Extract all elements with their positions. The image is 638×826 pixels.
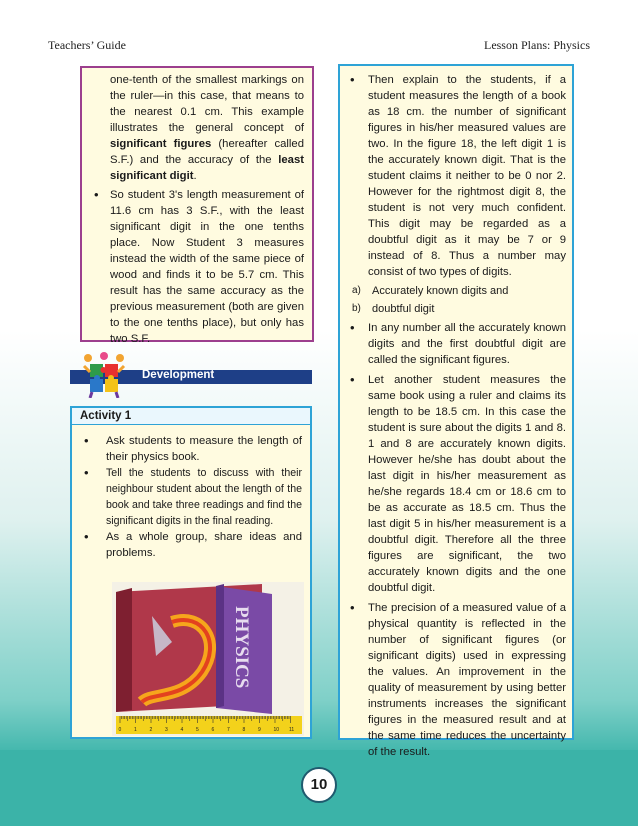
ruler-number: 9 bbox=[258, 727, 261, 733]
explanation-bullet: • The precision of a measured value of a physical quantity is reflected in the number of significant figures (or significant digits) used in expressing the values. An improvement in the quality of measurement by using better instruments increases the significant figures in the measured result and at the same time reduces the uncertainty of the result. bbox=[346, 600, 566, 760]
ruler-number: 10 bbox=[273, 727, 280, 733]
ruler-number: 1 bbox=[134, 727, 137, 733]
continued-paragraph bbox=[90, 72, 304, 184]
ruler-number: 11 bbox=[289, 727, 295, 733]
development-heading: Development bbox=[142, 369, 215, 381]
ruler-number: 4 bbox=[180, 727, 184, 733]
activity-title: Activity 1 bbox=[70, 406, 312, 426]
header-right: Lesson Plans: Physics bbox=[483, 38, 590, 52]
header-left: Teachers’ Guide bbox=[48, 38, 126, 52]
explanation-bullet: • Let another student measures the same book using a ruler and claims its length to be 18.5 cm. In this case the student is sure about the digits 1 and 8. 1 and 8 are accurately known digits. However he/she has doubt about the last digit in his/her measurement as he/she regards 18.4 cm or 18.6 cm to be as accurate as 18.5 cm. Thus the last digit 5 in his/her measurement is a doubtful digit. Therefore all the three figures are significant, the two accurately known digits and the one doubtful digit. bbox=[346, 372, 566, 596]
puzzle-people-icon bbox=[80, 352, 128, 398]
explanation-box bbox=[338, 64, 574, 758]
activity-item: • Tell the students to discuss with their neighbour student about the length of the book and take three readings and find the significant digits in the final reading. bbox=[80, 465, 302, 529]
sub-item-a bbox=[346, 283, 566, 299]
ruler-number: 0 bbox=[118, 727, 122, 733]
sub-letter: b) bbox=[352, 303, 361, 314]
sub-text: doubtful digit bbox=[372, 303, 435, 315]
text-run: . bbox=[193, 170, 197, 182]
continued-text-box bbox=[80, 66, 314, 345]
ruler-number: 8 bbox=[242, 727, 246, 733]
ruler-number: 5 bbox=[196, 727, 199, 733]
text-run: (hereafter called S.F.) and the accuracy of the bbox=[110, 138, 304, 166]
sub-text: Accurately known digits and bbox=[372, 285, 509, 297]
explanation-bullet: • Then explain to the students, if a student measures the length of a book as 18 cm. the number of significant figures in his/her measured values are two. In the figure 18, the left digit 1 is the accurately known digit. That is the student claims it neither to be 0 nor 2. However for the rightmost digit 8, the student is not very much confident. This digit may be regarded as a doubtful digit as it may be 7 or 9 instead of 8. Thus a number may consist of two types of digits. bbox=[346, 72, 566, 280]
ruler-number: 3 bbox=[165, 727, 168, 733]
sub-item-b bbox=[346, 301, 566, 317]
bold-term: least significant digit bbox=[110, 154, 304, 182]
activity-item: • As a whole group, share ideas and problems. bbox=[80, 529, 302, 561]
bullet-item: • So student 3's length measurement of 11.6 cm has 3 S.F., with the least significant digit in the one tenths place. Now Student 3 measures instead the width of the same piece of wood and finds it to be 5.7 cm. This result has the same accuracy as the previous measurement (both are given to the one tenths place), but only has two S.F. bbox=[90, 187, 304, 347]
ruler-number: 6 bbox=[211, 727, 215, 733]
physics-book-image bbox=[112, 582, 304, 736]
bold-term: significant figures bbox=[110, 138, 212, 150]
page-number: 10 bbox=[301, 767, 337, 803]
text-run: one-tenth of the smallest markings on the ruler—in this case, that means to the nearest 0.1 cm. This example illustrates the general concept of bbox=[110, 74, 304, 134]
explanation-bullet: • In any number all the accurately known digits and the first doubtful digit are called the significant figures. bbox=[346, 320, 566, 368]
ruler-number: 7 bbox=[227, 727, 230, 733]
sub-letter: a) bbox=[352, 285, 361, 296]
activity-item: • Ask students to measure the length of their physics book. bbox=[80, 433, 302, 465]
book-spine-text: PHYSICS bbox=[231, 606, 252, 689]
ruler-number: 2 bbox=[149, 727, 153, 733]
